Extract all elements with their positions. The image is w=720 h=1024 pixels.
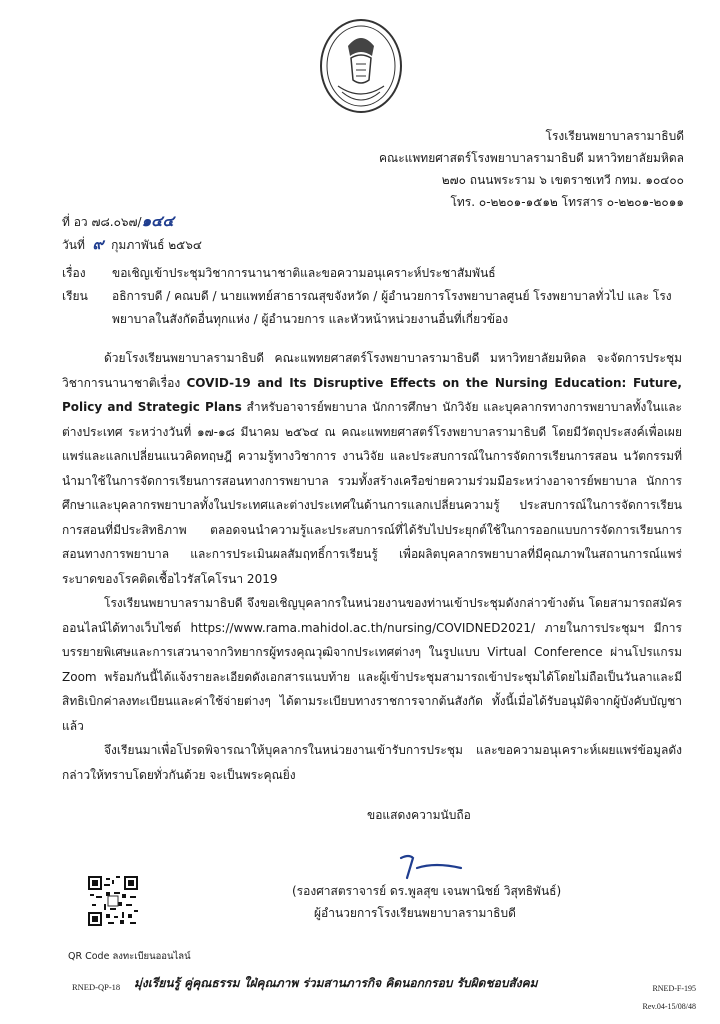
letter-body	[62, 346, 682, 787]
footer-left-code: RNED-QP-18	[72, 982, 121, 992]
footer-right-code: RNED-F-195	[652, 984, 696, 993]
date-label: วันที่	[62, 238, 85, 252]
sender-faculty: คณะแพทยศาสตร์โรงพยาบาลรามาธิบดี มหาวิทยาลัยมหิดล	[379, 151, 684, 165]
signer-block	[292, 880, 561, 924]
subject-block	[62, 262, 682, 331]
conference-title: COVID-19 and Its Disruptive Effects on the Nursing Education: Future, Policy and Strategic Plans	[62, 375, 682, 414]
footer-slogan: มุ่งเรียนรู้ คู่คุณธรรม ใฝ่คุณภาพ ร่วมสานภารกิจ คิดนอกกรอบ รับผิดชอบสังคม	[134, 976, 538, 990]
subject-label: เรื่อง	[62, 266, 86, 280]
reference-number-prefix: ที่ อว ๗๘.๐๖๗/	[62, 215, 142, 229]
closing-salutation: ขอแสดงความนับถือ	[367, 808, 471, 822]
footer-revision: Rev.04-15/08/48	[642, 1002, 696, 1011]
body-p1-rest: สำหรับอาจารย์พยาบาล นักการศึกษา นักวิจัย และบุคลากรทางการพยาบาลทั้งในและต่างประเทศ ระหว่างวันที่ ๑๗-๑๘ มีนาคม ๒๕๖๔ ณ คณะแพทยศาสตร์โรงพยาบาลรามาธิบดี โดยมีวัตถุประสงค์เพื่อเผยแพร่และแลกเปลี่ยนแนวคิดทฤษฎี ความรู้ทางวิชาการ งานวิจัย และประสบการณ์ในการจัดการเรียนการสอน นวัตกรรมที่นำมาใช้ในการจัดการเรียนการสอนทางการพยาบาล รวมทั้งสร้างเครือข่ายความร่วมมือระหว่างอาจารย์พยาบาล นักการศึกษาและบุคลากรพยาบาลทั้งในประเทศและต่างประเทศในด้านการแลกเปลี่ยนความรู้ ประสบการณ์ในการจัดการเรียนการสอนที่มีประสิทธิภาพ ตลอดจนนำความรู้และประสบการณ์ที่ได้รับไปประยุกต์ใช้ในการออกแบบการจัดการเรียนการสอนทางการพยาบาล และการประเมินผลสัมฤทธิ์การเรียนรู้ เพื่อผลิตบุคลากรพยาบาลที่มีคุณภาพในสถานการณ์แพร่ระบาดของโรคติดเชื้อไวรัสโคโรนา 2019	[62, 400, 682, 586]
sender-address: ๒๗๐ ถนนพระราม ๖ เขตราชเทวี กทม. ๑๐๔๐๐	[441, 173, 684, 187]
sender-name: โรงเรียนพยาบาลรามาธิบดี	[545, 129, 684, 143]
registration-qr-code[interactable]	[88, 876, 138, 926]
recipient-label: เรียน	[62, 289, 88, 303]
reference-block	[62, 210, 202, 256]
body-p1-start: ด้วยโรงเรียนพยาบาลรามาธิบดี คณะแพทยศาสตร์โรงพยาบาลรามาธิบดี มหาวิทยาลัยมหิดล จะจัดการประชุมวิชาการนานาชาติเรื่อง	[62, 351, 682, 390]
letter-date	[62, 233, 202, 256]
reference-number-handwritten: ๑๔๔	[141, 212, 174, 230]
subject-text: ขอเชิญเข้าประชุมวิชาการนานาชาติและขอความอนุเคราะห์ประชาสัมพันธ์	[112, 266, 496, 280]
date-month-year: กุมภาพันธ์ ๒๕๖๔	[111, 238, 202, 252]
footer-right-block	[643, 980, 696, 1016]
recipient-line	[62, 285, 682, 331]
sender-block	[379, 125, 684, 213]
recipient-text: อธิการบดี / คณบดี / นายแพทย์สาธารณสุขจังหวัด / ผู้อำนวยการโรงพยาบาลศูนย์ โรงพยาบาลทั่วไป และ โรงพยาบาลในสังกัดอื่นทุกแห่ง / ผู้อำนวยการ และหัวหน้าหน่วยงานอื่นที่เกี่ยวข้อง	[112, 289, 672, 326]
body-paragraph-1	[62, 346, 682, 591]
signer-name: (รองศาสตราจารย์ ดร.พูลสุข เจนพานิชย์ วิสุทธิพันธ์)	[292, 884, 562, 898]
body-paragraph-3: จึงเรียนมาเพื่อโปรดพิจารณาให้บุคลากรในหน่วยงานเข้ารับการประชุม และขอความอนุเคราะห์เผยแพร่ข้อมูลดังกล่าวให้ทราบโดยทั่วกันด้วย จะเป็นพระคุณยิ่ง	[62, 743, 682, 782]
sender-phone: โทร. ๐-๒๒๐๑-๑๕๑๒ โทรสาร ๐-๒๒๐๑-๒๐๑๑	[450, 195, 684, 209]
subject-line	[62, 262, 682, 285]
qr-caption: QR Code ลงทะเบียนออนไลน์	[68, 951, 191, 962]
signature-image	[395, 848, 465, 884]
date-day-handwritten: ๙	[92, 235, 104, 253]
body-paragraph-2: โรงเรียนพยาบาลรามาธิบดี จึงขอเชิญบุคลากรในหน่วยงานของท่านเข้าประชุมดังกล่าวข้างต้น โดยสามารถสมัครออนไลน์ได้ทางเว็บไซต์ https://www.rama.mahidol.ac.th/nursing/COVIDNED2021/ ภายในการประชุมฯ มีการบรรยายพิเศษและการเสวนาจากวิทยากรผู้ทรงคุณวุฒิจากประเทศต่างๆ ในรูปแบบ Virtual Conference ผ่านโปรแกรม Zoom พร้อมกันนี้ได้แจ้งรายละเอียดดังเอกสารแนบท้าย และผู้เข้าประชุมสามารถเข้าประชุมได้โดยไม่ถือเป็นวันลาและมีสิทธิเบิกค่าลงทะเบียนและค่าใช้จ่ายต่างๆ ได้ตามระเบียบทางราชการจากต้นสังกัด ทั้งนี้เมื่อได้รับอนุมัติจากผู้บังคับบัญชาแล้ว	[62, 596, 682, 733]
reference-number	[62, 210, 202, 233]
signer-title: ผู้อำนวยการโรงเรียนพยาบาลรามาธิบดี	[314, 906, 516, 920]
mahidol-seal-logo	[318, 16, 404, 116]
